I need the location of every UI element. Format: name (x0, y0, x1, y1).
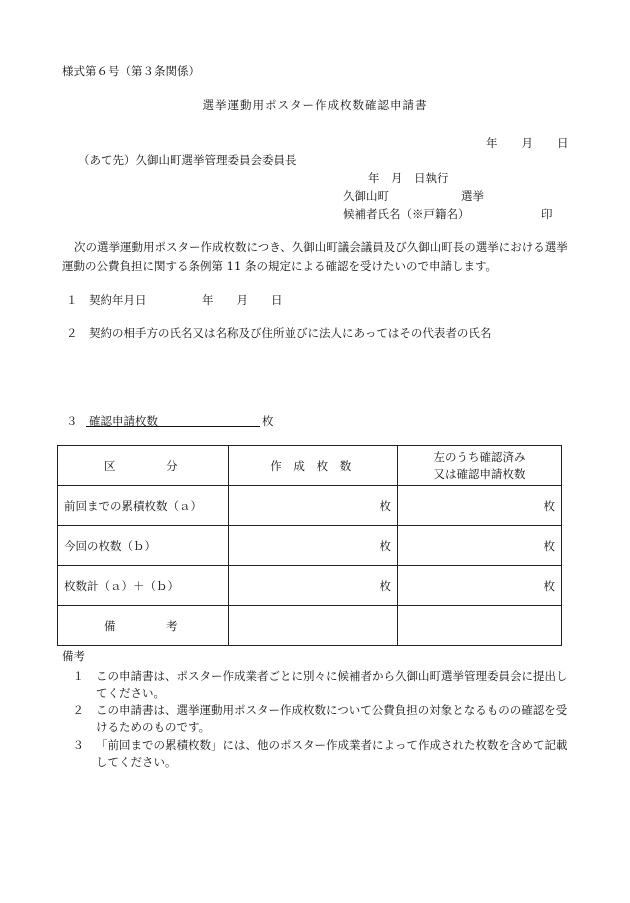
note-number: ３ (72, 738, 84, 752)
table-row (58, 566, 562, 606)
date-year: 年 (486, 136, 498, 150)
note-number: １ (72, 669, 84, 683)
header-category: 区 分 (58, 446, 229, 486)
row-label-previous: 前回までの累積枚数（ａ） (58, 486, 229, 526)
candidate-name-label: 候補者氏名（※戸籍名） (343, 207, 470, 221)
row-label-current: 今回の枚数（ｂ） (58, 526, 229, 566)
cell-created-previous[interactable]: 枚 (228, 486, 397, 526)
cell-remarks-created[interactable] (228, 606, 397, 646)
election-label: 選挙 (461, 189, 484, 203)
header-confirmed-count (398, 446, 562, 486)
note-text: 「前回までの累積枚数」には、他のポスター作成業者によって作成された枚数を含めて記載してください。 (96, 738, 568, 769)
table-row (58, 526, 562, 566)
count-table (57, 445, 562, 646)
document-title: 選挙運動用ポスター作成枚数確認申請書 (202, 98, 428, 112)
contractor-label: ２ 契約の相手方の氏名又は名称及び住所並びに法人にあってはその代表者の氏名 (66, 326, 492, 340)
date-month: 月 (521, 136, 533, 150)
form-number: 様式第６号（第３条関係） (62, 64, 200, 78)
addressee: （あて先）久御山町選挙管理委員会委員長 (78, 153, 297, 167)
contract-date-field: 年 月 日 (202, 293, 283, 307)
cell-remarks-confirmed[interactable] (398, 606, 562, 646)
note-text: この申請書は、選挙運動用ポスター作成枚数について公費負担の対象となるものの確認を受けるためのものです。 (96, 703, 568, 734)
note-item (62, 702, 572, 736)
header-confirmed-line1: 左のうち確認済み (433, 449, 526, 464)
date-day: 日 (557, 136, 569, 150)
row-label-remarks: 備 考 (58, 606, 229, 646)
cell-created-current[interactable]: 枚 (228, 526, 397, 566)
note-item (62, 737, 572, 771)
note-text: この申請書は、ポスター作成業者ごとに別々に候補者から久御山町選挙管理委員会に提出してください。 (96, 669, 568, 700)
note-item (62, 668, 572, 702)
cell-confirmed-current[interactable]: 枚 (398, 526, 562, 566)
cell-created-total[interactable]: 枚 (228, 566, 397, 606)
header-confirmed-line2: 又は確認申請枚数 (433, 466, 526, 481)
row-label-total: 枚数計（ａ）＋（ｂ） (58, 566, 229, 606)
requested-count-unit: 枚 (262, 414, 274, 428)
contract-date-label: １ 契約年月日 (66, 293, 147, 307)
notes-title: 備考 (62, 649, 85, 663)
cell-confirmed-previous[interactable]: 枚 (398, 486, 562, 526)
header-created-count: 作 成 枚 数 (228, 446, 397, 486)
table-row-remarks (58, 606, 562, 646)
cell-confirmed-total[interactable]: 枚 (398, 566, 562, 606)
town-name: 久御山町 (343, 189, 389, 203)
seal-mark: 印 (541, 207, 553, 221)
requested-count-label: ３ 確認申請枚数 (66, 414, 158, 428)
note-number: ２ (72, 703, 84, 717)
application-date (486, 135, 569, 151)
requested-count-underline (86, 426, 260, 427)
application-statement: 次の選挙運動用ポスター作成枚数につき、久御山町議会議員及び久御山町長の選挙における選挙運動の公費負担に関する条例第 11 条の規定による確認を受けたいので申請します。 (62, 240, 568, 273)
table-row (58, 486, 562, 526)
execution-date: 年 月 日執行 (368, 171, 449, 185)
table-header-row (58, 446, 562, 486)
